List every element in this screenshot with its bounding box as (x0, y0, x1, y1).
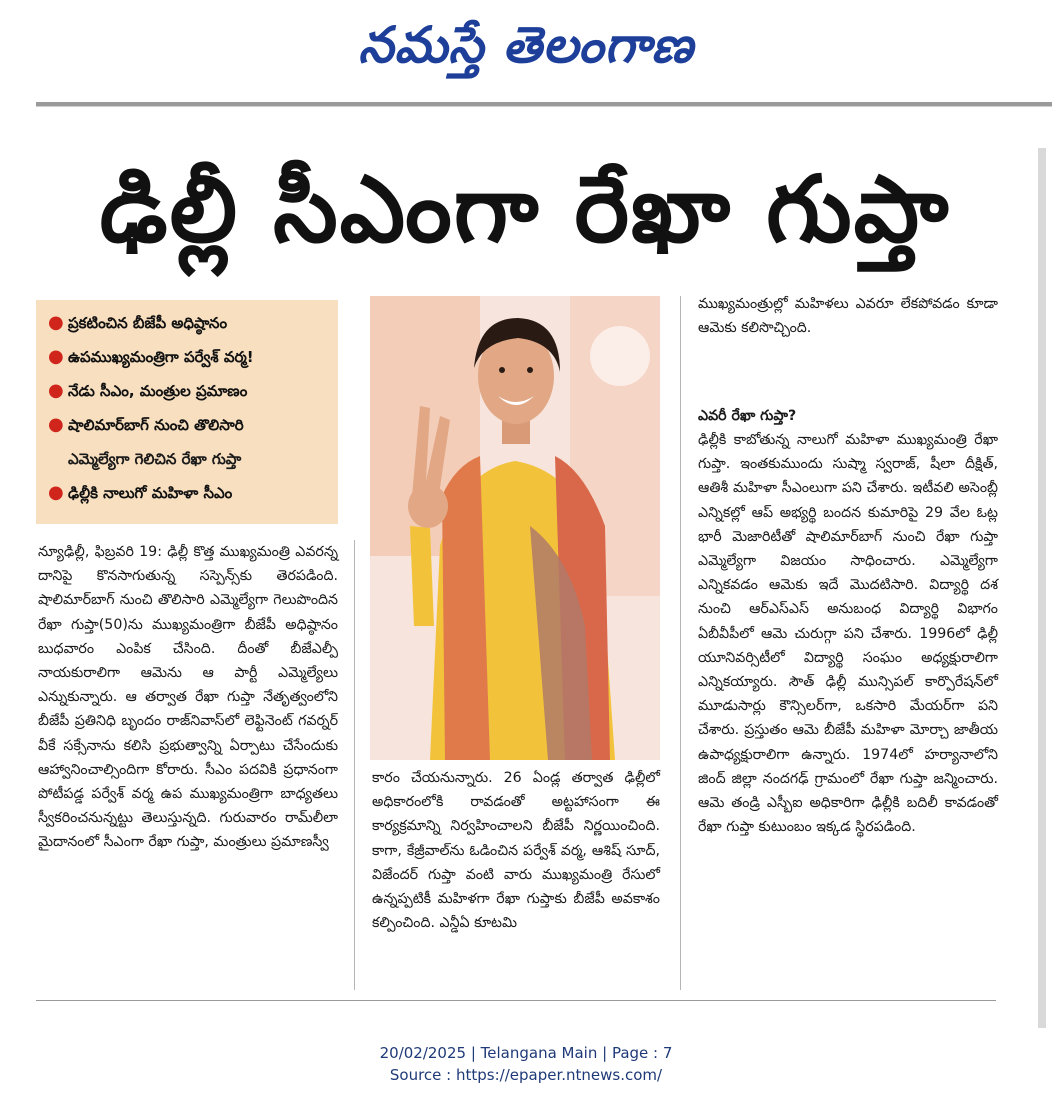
page-edge-bar (1038, 148, 1046, 1028)
newspaper-masthead: నమస్తే తెలంగాణ (358, 16, 694, 74)
column-divider (354, 540, 355, 990)
highlight-text: ఉపముఖ్యమంత్రిగా పర్వేశ్ వర్మ! (68, 348, 254, 366)
article-column-2 (372, 766, 660, 935)
edition-info: 20/02/2025 | Telangana Main | Page : 7 (379, 1044, 673, 1062)
article-paragraph: న్యూఢిల్లీ, ఫిబ్రవరి 19: ఢిల్లీ కొత్త ముఖ్యమంత్రి ఎవరన్న దానిపై కొనసాగుతున్న సస్పెన్స్‌కు తెరపడింది. షాలిమార్‌బాగ్ నుంచి తొలిసారి ఎమ్మెల్యేగా గెలుపొందిన రేఖా గుప్తా(50)ను ముఖ్యమంత్రిగా బీజేపీ అధిష్ఠానం బుధవారం ఎంపిక చేసింది. దీంతో బీజేఎల్పీ నాయకురాలిగా ఆమెను ఆ పార్టీ ఎమ్మెల్యేలు ఎన్నుకున్నారు. ఆ తర్వాత రేఖా గుప్తా నేతృత్వంలోని బీజేపీ ప్రతినిధి బృందం రాజ్‌నివాస్‌లో లెఫ్టినెంట్ గవర్నర్ వీకే సక్సేనాను కలిసి ప్రభుత్వాన్ని ఏర్పాటు చేసేందుకు ఆహ్వానించాల్సిందిగా కోరారు. సీఎం పదవికి ప్రధానంగా పోటీపడ్డ పర్వేశ్ వర్మ ఉప ముఖ్యమంత్రిగా బాధ్యతలు స్వీకరించనున్నట్టు తెలుస్తున్నది. గురువారం రామ్‌లీలా మైదానంలో సీఎంగా రేఖా గుప్తా, మంత్రులు ప్రమాణస్వీ (38, 544, 338, 851)
highlight-text: నేడు సీఎం, మంత్రుల ప్రమాణం (68, 382, 248, 400)
portrait-illustration (370, 296, 660, 760)
highlight-item (48, 408, 330, 442)
article-column-1 (38, 540, 338, 855)
rekha-gupta-photo (370, 296, 660, 760)
bullet-icon: ● (48, 414, 64, 435)
bottom-rule (36, 1000, 996, 1001)
page-footer (0, 1042, 1052, 1086)
highlight-text: ప్రకటించిన బీజేపీ అధిష్ఠానం (68, 314, 228, 332)
highlight-item (48, 306, 330, 340)
subheading: ఎవరీ రేఖా గుప్తా? (698, 408, 797, 424)
article-paragraph: ముఖ్యమంత్రుల్లో మహిళలు ఎవరూ లేకపోవడం కూడా ఆమెకు కలిసొచ్చింది. (698, 296, 998, 337)
source-link[interactable]: Source : https://epaper.ntnews.com/ (389, 1066, 663, 1084)
bullet-icon: ● (48, 312, 64, 333)
highlight-text: ఢిల్లీకి నాలుగో మహిళా సీఎం (68, 484, 233, 502)
headline: ఢిల్లీ సీఎంగా రేఖా గుప్తా (99, 156, 951, 263)
column-divider (680, 296, 681, 990)
highlight-item (48, 340, 330, 374)
bullet-icon: ● (48, 482, 64, 503)
highlight-text-continued: ఎమ్మెల్యేగా గెలిచిన రేఖా గుప్తా (68, 450, 242, 468)
highlight-item (48, 374, 330, 408)
masthead-rule (36, 102, 1052, 107)
article-column-3 (698, 404, 998, 839)
article-column-3-top (698, 292, 998, 340)
article-paragraph: ఢిల్లీకి కాబోతున్న నాలుగో మహిళా ముఖ్యమంత్రి రేఖా గుప్తా. ఇంతకుముందు సుష్మా స్వరాజ్, షీలా దీక్షిత్, ఆతిశీ మహిళా సీఎంలుగా పని చేశారు. ఇటీవలి అసెంబ్లీ ఎన్నికల్లో ఆప్ అభ్యర్థి బందన కుమారిపై 29 వేల ఓట్ల భారీ మెజారిటీతో షాలిమార్‌బాగ్ నుంచి రేఖా గుప్తా ఎమ్మెల్యేగా విజయం సాధించారు. ఎమ్మెల్యేగా ఎన్నికవడం ఆమెకు ఇదే మొదటిసారి. విద్యార్థి దశ నుంచి ఆర్‌ఎస్‌ఎస్ అనుబంధ విద్యార్థి విభాగం ఏబీవీపీలో ఆమె చురుగ్గా పని చేశారు. 1996లో ఢిల్లీ యూనివర్సిటీలో విద్యార్థి సంఘం అధ్యక్షురాలిగా ఎన్నికయ్యారు. సౌత్ ఢిల్లీ మున్సిపల్ కార్పొరేషన్‌లో మూడుసార్లు కౌన్సిలర్‌గా, ఒకసారి మేయర్‌గా పని చేశారు. ప్రస్తుతం ఆమె బీజేపీ మహిళా మోర్చా జాతీయ ఉపాధ్యక్షురాలిగా ఉన్నారు. 1974లో హర్యానాలోని జింద్ జిల్లా నందగఢ్ గ్రామంలో రేఖా గుప్తా జన్మించారు. ఆమె తండ్రి ఎస్బీఐ అధికారిగా ఢిల్లీకి బదిలీ కావడంతో రేఖా గుప్తా కుటుంబం ఇక్కడ స్థిరపడింది. (698, 432, 998, 836)
bullet-icon: ● (48, 346, 64, 367)
highlight-item (48, 476, 330, 510)
highlights-box (36, 300, 338, 524)
highlight-text: షాలిమార్‌బాగ్ నుంచి తొలిసారి (68, 416, 244, 434)
bullet-icon: ● (48, 380, 64, 401)
article-paragraph: కారం చేయనున్నారు. 26 ఏండ్ల తర్వాత ఢిల్లీలో అధికారంలోకి రావడంతో అట్టహాసంగా ఈ కార్యక్రమాన్ని నిర్వహించాలని బీజేపీ నిర్ణయించింది. కాగా, కేజ్రీవాల్‌ను ఓడించిన పర్వేశ్ వర్మ, ఆశిష్ సూద్, విజేందర్ గుప్తా వంటి వారు ముఖ్యమంత్రి రేసులో ఉన్నప్పటికీ మహిళగా రేఖా గుప్తాకు బీజేపీ అవకాశం కల్పించింది. ఎన్డీఏ కూటమి (372, 770, 660, 932)
